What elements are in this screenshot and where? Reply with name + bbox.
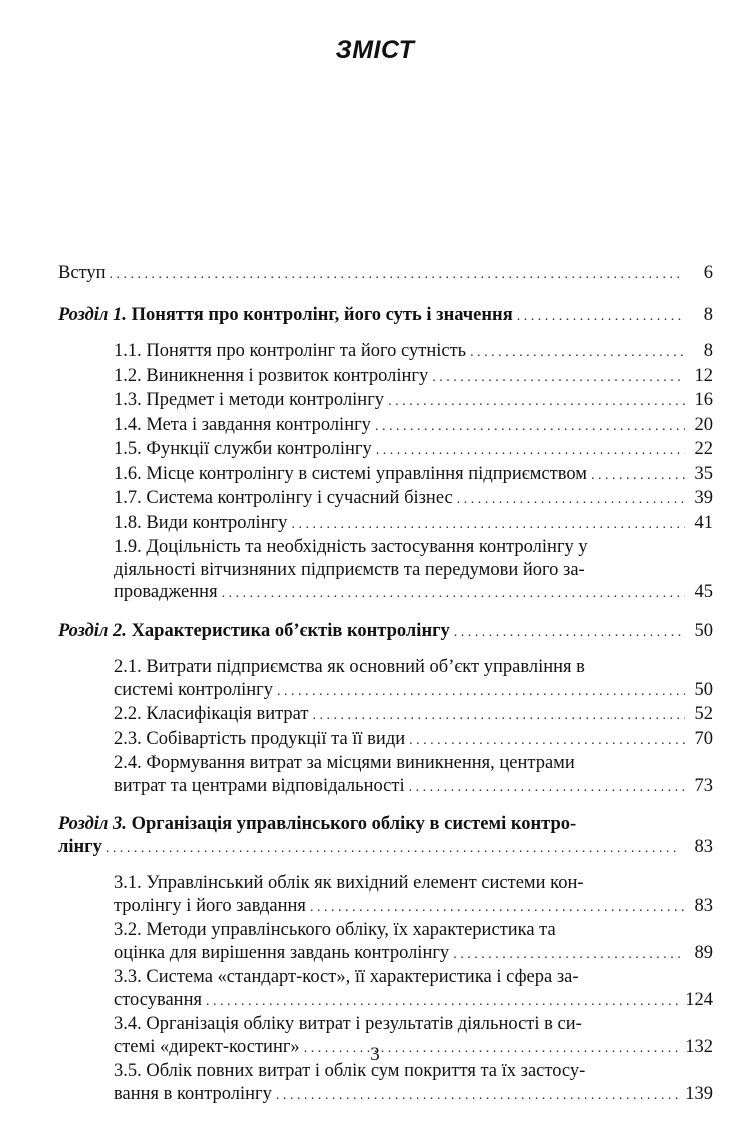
dot-leader — [277, 681, 685, 704]
dot-leader — [457, 489, 685, 512]
section-title-line: 1.3. Предмет і методи контролінгу — [114, 390, 385, 410]
dot-leader — [432, 367, 685, 390]
dot-leader — [276, 1085, 679, 1108]
chapter-prefix: Розділ 1. — [58, 304, 127, 325]
toc-entry-page: 139 — [685, 1083, 713, 1104]
toc-section — [58, 752, 713, 799]
toc-section — [58, 512, 713, 537]
dot-leader — [313, 705, 685, 728]
dot-leader — [375, 416, 685, 439]
toc-section — [58, 414, 713, 439]
dot-leader — [291, 514, 685, 537]
toc-chapter-3 — [58, 813, 713, 860]
section-title-line: 1.8. Види контролінгу — [114, 512, 288, 533]
dot-leader — [376, 440, 685, 463]
toc-section — [58, 487, 713, 512]
section-title-line: системі контролінгу — [114, 679, 273, 700]
chapter-prefix: Розділ 3. — [58, 814, 127, 834]
toc-section — [58, 1060, 713, 1107]
toc-section — [58, 919, 713, 966]
toc-entry-page: 73 — [694, 775, 713, 796]
toc-entry-page: 124 — [685, 989, 713, 1010]
dot-leader — [453, 944, 685, 967]
chapter-title: лінгу — [58, 836, 102, 857]
toc-entry-page: 83 — [694, 895, 713, 916]
table-of-contents — [58, 262, 713, 1121]
toc-section — [58, 365, 713, 390]
chapter-title: Характеристика об’єктів контролінгу — [131, 620, 450, 641]
section-title-line: стосування — [114, 989, 202, 1010]
toc-section — [58, 536, 713, 606]
section-title-line: 2.3. Собівартість продукції та її види — [114, 728, 406, 749]
dot-leader — [206, 991, 679, 1014]
toc-entry-page: 8 — [703, 304, 713, 325]
section-title-line: тролінгу і його завдання — [114, 895, 306, 916]
dot-leader — [222, 583, 685, 606]
toc-section — [58, 438, 713, 463]
section-title-line: 1.4. Мета і завдання контролінгу — [114, 414, 371, 435]
toc-section — [58, 966, 713, 1013]
toc-entry-page: 6 — [703, 263, 713, 283]
dot-leader — [517, 306, 685, 329]
dot-leader — [591, 465, 685, 488]
section-title-line: 2.1. Витрати підприємства як основний об’єкт управління в — [114, 657, 585, 677]
toc-entry-page: 20 — [694, 414, 713, 435]
section-title-line: 1.7. Система контролінгу і сучасний бізнес — [114, 488, 453, 508]
toc-entry-page: 89 — [694, 942, 713, 963]
toc-chapter-2 — [58, 620, 713, 645]
toc-entry-page: 132 — [685, 1036, 713, 1057]
section-title-line: оцінка для вирішення завдань контролінгу — [114, 942, 450, 963]
chapter-title-line — [58, 304, 513, 327]
section-title-line: витрат та центрами відповідальності — [114, 775, 405, 796]
toc-entry-label: Вступ — [58, 263, 106, 283]
toc-section — [58, 389, 713, 414]
chapter-title-line — [58, 814, 576, 834]
toc-section — [58, 703, 713, 728]
toc-entry-page: 70 — [694, 728, 713, 749]
toc-entry-page: 41 — [694, 512, 713, 533]
dot-leader — [310, 897, 685, 920]
dot-leader — [409, 777, 685, 800]
dot-leader — [106, 838, 685, 861]
section-title-line: 3.1. Управлінський облік як вихідний елемент системи кон- — [114, 873, 584, 893]
section-title-line: 1.6. Місце контролінгу в системі управління підприємством — [114, 463, 587, 484]
section-title-line: 3.2. Методи управлінського обліку, їх характеристика та — [114, 920, 556, 940]
toc-entry-page: 50 — [694, 620, 713, 641]
chapter-title: Поняття про контролінг, його суть і значення — [131, 304, 513, 325]
toc-section — [58, 340, 713, 365]
dot-leader — [409, 730, 685, 753]
toc-entry-page: 35 — [694, 463, 713, 484]
toc-entry-intro — [58, 262, 713, 287]
page-title: ЗМІСТ — [335, 36, 415, 64]
toc-section — [58, 872, 713, 919]
section-title-line: 3.3. Система «стандарт-кост», її характеристика і сфера за- — [114, 967, 579, 987]
toc-entry-page: 83 — [694, 836, 713, 857]
section-title-line: 2.4. Формування витрат за місцями виникнення, центрами — [114, 753, 575, 773]
toc-entry-page: 16 — [694, 390, 713, 410]
section-title-line: провадження — [114, 582, 218, 602]
section-title-line: 1.9. Доцільність та необхідність застосування контролінгу у — [114, 537, 588, 557]
dot-leader — [388, 391, 685, 414]
section-title-line: вання в контролінгу — [114, 1083, 272, 1104]
page-number: 3 — [370, 1044, 380, 1065]
toc-entry-page: 50 — [694, 679, 713, 700]
section-title-line: 3.5. Облік повних витрат і облік сум покриття та їх застосу- — [114, 1061, 586, 1081]
section-title-line: 3.4. Організація обліку витрат і результатів діяльності в си- — [114, 1014, 582, 1034]
toc-entry-page: 45 — [694, 582, 713, 602]
section-title-line: 1.2. Виникнення і розвиток контролінгу — [114, 365, 429, 386]
toc-entry-page: 22 — [694, 439, 713, 459]
toc-entry-page: 8 — [703, 341, 713, 361]
toc-section — [58, 728, 713, 753]
toc-entry-page: 12 — [694, 365, 713, 386]
dot-leader — [470, 342, 685, 365]
section-title-line: 1.1. Поняття про контролінг та його сутність — [114, 341, 467, 361]
toc-section — [58, 656, 713, 703]
chapter-title-line — [58, 620, 450, 643]
section-title-line: стемі «директ-костинг» — [114, 1036, 300, 1057]
chapter-title: Організація управлінського обліку в системі контро- — [131, 814, 577, 834]
toc-section — [58, 463, 713, 488]
chapter-prefix: Розділ 2. — [58, 620, 127, 641]
dot-leader — [454, 622, 685, 645]
dot-leader — [110, 264, 685, 287]
section-title-line: 1.5. Функції служби контролінгу — [114, 439, 372, 459]
toc-entry-page: 39 — [694, 488, 713, 508]
toc-entry-page: 52 — [694, 704, 713, 724]
chapter-title-line — [58, 836, 102, 859]
section-title-line: діяльності вітчизняних підприємств та передумови його за- — [114, 559, 585, 580]
toc-chapter-1 — [58, 304, 713, 329]
section-title-line: 2.2. Класифікація витрат — [114, 704, 309, 724]
